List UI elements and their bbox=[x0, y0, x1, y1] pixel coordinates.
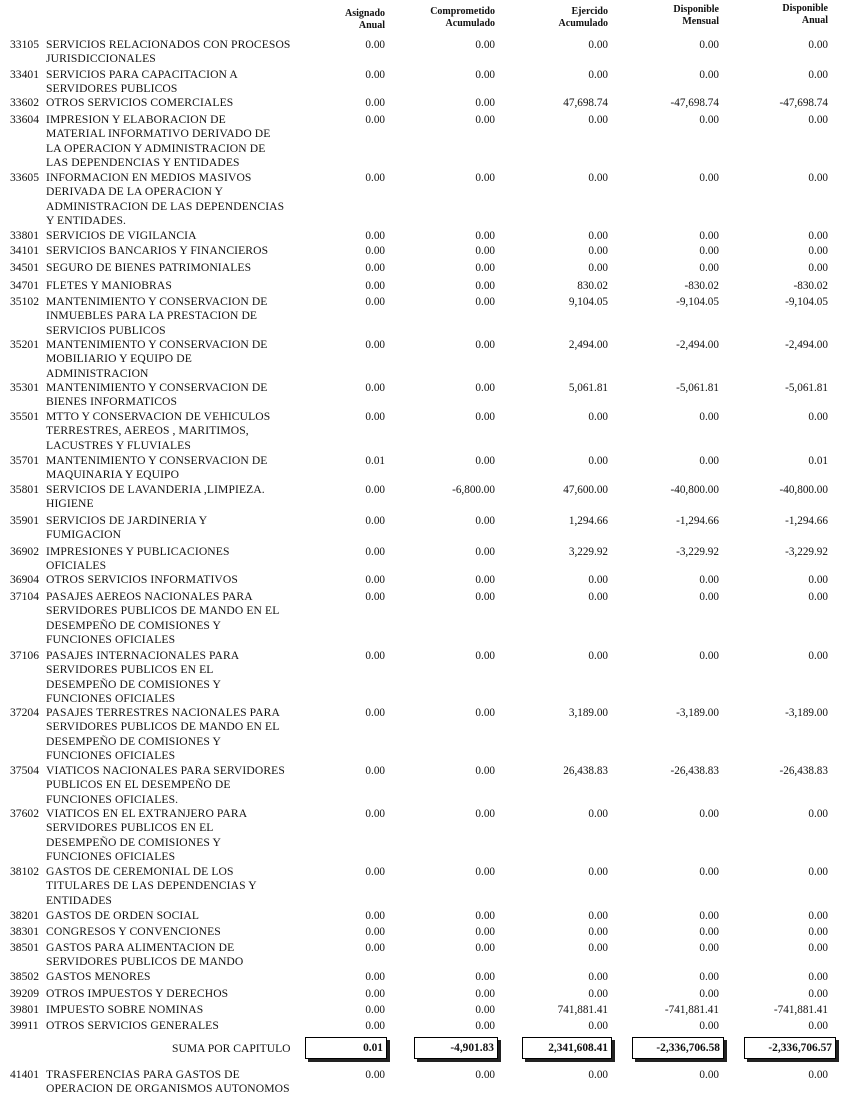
row-disp-anual: -40,800.00 bbox=[779, 484, 828, 496]
row-asignado: 0.00 bbox=[365, 546, 385, 558]
row-comprometido: 0.00 bbox=[475, 97, 495, 109]
row-ejercido: 0.00 bbox=[588, 926, 608, 938]
row-asignado: 0.00 bbox=[365, 515, 385, 527]
row-disp-mensual: 0.00 bbox=[699, 1020, 719, 1032]
row-description: SERVICIOS BANCARIOS Y FINANCIEROS bbox=[46, 244, 269, 257]
row-disp-mensual: 0.00 bbox=[699, 942, 719, 954]
row-code: 37504 bbox=[10, 764, 39, 777]
row-ejercido: 0.00 bbox=[588, 650, 608, 662]
row-comprometido: 0.00 bbox=[475, 114, 495, 126]
row-ejercido: 47,698.74 bbox=[563, 97, 608, 109]
row-disp-anual: 0.00 bbox=[808, 574, 828, 586]
row-disp-anual: 0.00 bbox=[808, 926, 828, 938]
row-ejercido: 0.00 bbox=[588, 971, 608, 983]
row-code: 39801 bbox=[10, 1003, 39, 1016]
row-disp-mensual: 0.00 bbox=[699, 230, 719, 242]
row-description: OTROS SERVICIOS COMERCIALES bbox=[46, 96, 234, 109]
row-code: 33604 bbox=[10, 113, 39, 126]
row-code: 39209 bbox=[10, 987, 39, 1000]
row-disp-mensual: -3,229.92 bbox=[676, 546, 719, 558]
row-code: 35501 bbox=[10, 410, 39, 423]
row-comprometido: 0.00 bbox=[475, 172, 495, 184]
row-code: 38501 bbox=[10, 941, 39, 954]
row-code: 35701 bbox=[10, 454, 39, 467]
row-description: FLETES Y MANIOBRAS bbox=[46, 279, 172, 292]
summary-disp-mensual: -2,336,706.58 bbox=[632, 1037, 724, 1059]
row-ejercido: 26,438.83 bbox=[563, 765, 608, 777]
row-ejercido: 0.00 bbox=[588, 591, 608, 603]
header-disp-mensual-line1: Disponible bbox=[673, 4, 719, 15]
row-code: 35102 bbox=[10, 295, 39, 308]
row-description: SERVICIOS DE VIGILANCIA bbox=[46, 229, 197, 242]
row-code: 34101 bbox=[10, 244, 39, 257]
row-ejercido: 0.00 bbox=[588, 172, 608, 184]
row-ejercido: 0.00 bbox=[588, 39, 608, 51]
row-disp-anual: 0.01 bbox=[808, 455, 828, 467]
row-disp-anual: 0.00 bbox=[808, 808, 828, 820]
row-description: INFORMACION EN MEDIOS MASIVOS DERIVADA DE LA OPERACION Y ADMINISTRACION DE LAS DEPENDENCIAS Y ENTIDADES. bbox=[46, 171, 285, 228]
header-asignado-line2: Anual bbox=[358, 20, 385, 31]
row-comprometido: 0.00 bbox=[475, 382, 495, 394]
row-code: 36904 bbox=[10, 573, 39, 586]
row-disp-anual: -2,494.00 bbox=[785, 339, 828, 351]
header-comprometido-line1: Comprometido bbox=[430, 6, 495, 17]
row-disp-anual: 0.00 bbox=[808, 262, 828, 274]
row-comprometido: 0.00 bbox=[475, 262, 495, 274]
row-comprometido: 0.00 bbox=[475, 69, 495, 81]
row-ejercido: 5,061.81 bbox=[568, 382, 608, 394]
row-asignado: 0.00 bbox=[365, 574, 385, 586]
row-comprometido: 0.00 bbox=[475, 988, 495, 1000]
row-disp-mensual: -5,061.81 bbox=[676, 382, 719, 394]
row-code: 37204 bbox=[10, 706, 39, 719]
row-disp-mensual: -47,698.74 bbox=[670, 97, 719, 109]
row-description: OTROS SERVICIOS GENERALES bbox=[46, 1019, 219, 1032]
row-asignado: 0.00 bbox=[365, 172, 385, 184]
row-description: SERVICIOS RELACIONADOS CON PROCESOS JURISDICCIONALES bbox=[46, 38, 291, 66]
row-disp-anual: 0.00 bbox=[808, 1020, 828, 1032]
row-disp-mensual: -2,494.00 bbox=[676, 339, 719, 351]
row-ejercido: 0.00 bbox=[588, 910, 608, 922]
row-description: GASTOS PARA ALIMENTACION DE SERVIDORES PUBLICOS DE MANDO bbox=[46, 941, 244, 969]
row-asignado: 0.00 bbox=[365, 411, 385, 423]
row-ejercido: 0.00 bbox=[588, 988, 608, 1000]
row-asignado: 0.00 bbox=[365, 942, 385, 954]
row-asignado: 0.00 bbox=[365, 1004, 385, 1016]
row-code: 41401 bbox=[10, 1068, 39, 1081]
row-disp-anual: 0.00 bbox=[808, 942, 828, 954]
row-comprometido: 0.00 bbox=[475, 339, 495, 351]
row-disp-mensual: 0.00 bbox=[699, 245, 719, 257]
row-disp-anual: 0.00 bbox=[808, 988, 828, 1000]
row-disp-mensual: -40,800.00 bbox=[670, 484, 719, 496]
row-disp-anual: -5,061.81 bbox=[785, 382, 828, 394]
row-disp-anual: 0.00 bbox=[808, 866, 828, 878]
row-asignado: 0.00 bbox=[365, 280, 385, 292]
row-code: 34701 bbox=[10, 279, 39, 292]
row-disp-anual: -741,881.41 bbox=[773, 1004, 828, 1016]
row-description: MANTENIMIENTO Y CONSERVACION DE BIENES INFORMATICOS bbox=[46, 381, 268, 409]
row-ejercido: 830.02 bbox=[577, 280, 608, 292]
row-asignado: 0.00 bbox=[365, 97, 385, 109]
row-code: 33401 bbox=[10, 68, 39, 81]
header-ejercido-line2: Acumulado bbox=[558, 18, 608, 29]
row-comprometido: 0.00 bbox=[475, 546, 495, 558]
row-disp-mensual: -741,881.41 bbox=[664, 1004, 719, 1016]
row-code: 37602 bbox=[10, 807, 39, 820]
row-code: 33801 bbox=[10, 229, 39, 242]
row-description: SERVICIOS DE JARDINERIA Y FUMIGACION bbox=[46, 514, 208, 542]
header-disp-mensual-line2: Mensual bbox=[682, 16, 719, 27]
row-asignado: 0.00 bbox=[365, 296, 385, 308]
row-comprometido: 0.00 bbox=[475, 411, 495, 423]
row-comprometido: 0.00 bbox=[475, 455, 495, 467]
header-comprometido bbox=[430, 6, 495, 30]
row-asignado: 0.00 bbox=[365, 339, 385, 351]
row-asignado: 0.00 bbox=[365, 866, 385, 878]
row-disp-mensual: 0.00 bbox=[699, 591, 719, 603]
row-comprometido: 0.00 bbox=[475, 765, 495, 777]
header-asignado bbox=[345, 8, 385, 32]
row-disp-mensual: -3,189.00 bbox=[676, 707, 719, 719]
row-code: 38102 bbox=[10, 865, 39, 878]
row-comprometido: 0.00 bbox=[475, 808, 495, 820]
row-description: PASAJES INTERNACIONALES PARA SERVIDORES PUBLICOS EN EL DESEMPEÑO DE COMISIONES Y FUNCIONES OFICIALES bbox=[46, 649, 240, 706]
row-ejercido: 0.00 bbox=[588, 1069, 608, 1081]
row-disp-mensual: 0.00 bbox=[699, 1069, 719, 1081]
row-asignado: 0.00 bbox=[365, 1020, 385, 1032]
row-code: 37106 bbox=[10, 649, 39, 662]
row-comprometido: 0.00 bbox=[475, 39, 495, 51]
summary-asignado: 0.01 bbox=[305, 1037, 387, 1059]
row-description: VIATICOS NACIONALES PARA SERVIDORES PUBLICOS EN EL DESEMPEÑO DE FUNCIONES OFICIALES. bbox=[46, 764, 285, 806]
row-code: 33602 bbox=[10, 96, 39, 109]
row-code: 37104 bbox=[10, 590, 39, 603]
row-code: 38301 bbox=[10, 925, 39, 938]
row-asignado: 0.00 bbox=[365, 910, 385, 922]
row-disp-mensual: -9,104.05 bbox=[676, 296, 719, 308]
row-disp-mensual: -830.02 bbox=[684, 280, 719, 292]
row-disp-anual: 0.00 bbox=[808, 411, 828, 423]
row-asignado: 0.00 bbox=[365, 245, 385, 257]
row-disp-anual: -47,698.74 bbox=[779, 97, 828, 109]
row-comprometido: 0.00 bbox=[475, 866, 495, 878]
header-asignado-line1: Asignado bbox=[344, 8, 385, 19]
row-ejercido: 0.00 bbox=[588, 942, 608, 954]
row-ejercido: 0.00 bbox=[588, 114, 608, 126]
row-ejercido: 0.00 bbox=[588, 574, 608, 586]
row-description: GASTOS DE CEREMONIAL DE LOS TITULARES DE LAS DEPENDENCIAS Y ENTIDADES bbox=[46, 865, 257, 907]
row-comprometido: 0.00 bbox=[475, 707, 495, 719]
row-ejercido: 3,229.92 bbox=[568, 546, 608, 558]
header-disp-anual-line2: Anual bbox=[801, 15, 828, 26]
row-comprometido: 0.00 bbox=[475, 574, 495, 586]
row-asignado: 0.00 bbox=[365, 114, 385, 126]
row-asignado: 0.00 bbox=[365, 39, 385, 51]
row-comprometido: 0.00 bbox=[475, 280, 495, 292]
row-disp-anual: 0.00 bbox=[808, 650, 828, 662]
row-comprometido: 0.00 bbox=[475, 245, 495, 257]
row-ejercido: 9,104.05 bbox=[568, 296, 608, 308]
row-description: MTTO Y CONSERVACION DE VEHICULOS TERRESTRES, AEREOS , MARITIMOS, LACUSTRES Y FLUVIALES bbox=[46, 410, 271, 452]
row-disp-anual: -26,438.83 bbox=[779, 765, 828, 777]
row-description: MANTENIMIENTO Y CONSERVACION DE INMUEBLES PARA LA PRESTACION DE SERVICIOS PUBLICOS bbox=[46, 295, 268, 337]
row-ejercido: 0.00 bbox=[588, 230, 608, 242]
row-disp-anual: 0.00 bbox=[808, 39, 828, 51]
row-asignado: 0.00 bbox=[365, 926, 385, 938]
row-asignado: 0.00 bbox=[365, 69, 385, 81]
row-disp-mensual: 0.00 bbox=[699, 808, 719, 820]
header-ejercido-line1: Ejercido bbox=[571, 6, 608, 17]
row-disp-anual: 0.00 bbox=[808, 910, 828, 922]
row-comprometido: 0.00 bbox=[475, 942, 495, 954]
row-comprometido: 0.00 bbox=[475, 971, 495, 983]
row-code: 33605 bbox=[10, 171, 39, 184]
row-disp-mensual: 0.00 bbox=[699, 411, 719, 423]
row-asignado: 0.00 bbox=[365, 1069, 385, 1081]
row-disp-anual: -3,229.92 bbox=[785, 546, 828, 558]
row-disp-mensual: 0.00 bbox=[699, 262, 719, 274]
row-ejercido: 0.00 bbox=[588, 245, 608, 257]
header-disp-mensual bbox=[673, 4, 719, 28]
row-disp-mensual: 0.00 bbox=[699, 455, 719, 467]
row-disp-mensual: 0.00 bbox=[699, 574, 719, 586]
row-comprometido: 0.00 bbox=[475, 591, 495, 603]
row-disp-anual: 0.00 bbox=[808, 971, 828, 983]
row-comprometido: 0.00 bbox=[475, 910, 495, 922]
row-comprometido: 0.00 bbox=[475, 650, 495, 662]
row-ejercido: 0.00 bbox=[588, 411, 608, 423]
row-disp-mensual: 0.00 bbox=[699, 971, 719, 983]
row-disp-anual: 0.00 bbox=[808, 1069, 828, 1081]
row-comprometido: 0.00 bbox=[475, 1020, 495, 1032]
row-description: OTROS SERVICIOS INFORMATIVOS bbox=[46, 573, 238, 586]
row-asignado: 0.00 bbox=[365, 382, 385, 394]
row-asignado: 0.00 bbox=[365, 988, 385, 1000]
summary-ejercido: 2,341,608.41 bbox=[522, 1037, 612, 1059]
row-asignado: 0.00 bbox=[365, 591, 385, 603]
row-ejercido: 0.00 bbox=[588, 69, 608, 81]
row-asignado: 0.01 bbox=[365, 455, 385, 467]
row-description: MANTENIMIENTO Y CONSERVACION DE MAQUINARIA Y EQUIPO bbox=[46, 454, 268, 482]
row-code: 38502 bbox=[10, 970, 39, 983]
row-description: CONGRESOS Y CONVENCIONES bbox=[46, 925, 221, 938]
row-description: IMPUESTO SOBRE NOMINAS bbox=[46, 1003, 204, 1016]
row-code: 35201 bbox=[10, 338, 39, 351]
row-disp-mensual: 0.00 bbox=[699, 39, 719, 51]
row-asignado: 0.00 bbox=[365, 971, 385, 983]
row-ejercido: 1,294.66 bbox=[568, 515, 608, 527]
row-disp-mensual: 0.00 bbox=[699, 650, 719, 662]
row-comprometido: 0.00 bbox=[475, 1004, 495, 1016]
row-ejercido: 3,189.00 bbox=[568, 707, 608, 719]
row-description: VIATICOS EN EL EXTRANJERO PARA SERVIDORES PUBLICOS EN EL DESEMPEÑO DE COMISIONES Y FUNCIONES OFICIALES bbox=[46, 807, 248, 864]
row-comprometido: -6,800.00 bbox=[452, 484, 495, 496]
row-description: IMPRESIONES Y PUBLICACIONES OFICIALES bbox=[46, 545, 230, 573]
row-disp-mensual: 0.00 bbox=[699, 910, 719, 922]
row-disp-mensual: 0.00 bbox=[699, 172, 719, 184]
row-code: 36902 bbox=[10, 545, 39, 558]
row-description: GASTOS DE ORDEN SOCIAL bbox=[46, 909, 200, 922]
row-disp-mensual: 0.00 bbox=[699, 114, 719, 126]
header-ejercido bbox=[559, 6, 608, 30]
row-comprometido: 0.00 bbox=[475, 515, 495, 527]
row-description: OTROS IMPUESTOS Y DERECHOS bbox=[46, 987, 229, 1000]
row-asignado: 0.00 bbox=[365, 484, 385, 496]
row-comprometido: 0.00 bbox=[475, 1069, 495, 1081]
row-code: 35801 bbox=[10, 483, 39, 496]
row-description: PASAJES AEREOS NACIONALES PARA SERVIDORES PUBLICOS DE MANDO EN EL DESEMPEÑO DE COMISIONES Y FUNCIONES OFICIALES bbox=[46, 590, 280, 647]
row-description: IMPRESION Y ELABORACION DE MATERIAL INFORMATIVO DERIVADO DE LA OPERACION Y ADMINISTRACION DE LAS DEPENDENCIAS Y ENTIDADES bbox=[46, 113, 271, 170]
row-disp-mensual: -1,294.66 bbox=[676, 515, 719, 527]
row-code: 39911 bbox=[10, 1019, 39, 1032]
row-description: MANTENIMIENTO Y CONSERVACION DE MOBILIARIO Y EQUIPO DE ADMINISTRACION bbox=[46, 338, 268, 380]
row-code: 33105 bbox=[10, 38, 39, 51]
row-disp-mensual: 0.00 bbox=[699, 926, 719, 938]
row-disp-mensual: -26,438.83 bbox=[670, 765, 719, 777]
row-asignado: 0.00 bbox=[365, 707, 385, 719]
row-description: SERVICIOS DE LAVANDERIA ,LIMPIEZA. HIGIENE bbox=[46, 483, 265, 511]
row-ejercido: 0.00 bbox=[588, 1020, 608, 1032]
row-description: GASTOS MENORES bbox=[46, 970, 151, 983]
row-disp-anual: 0.00 bbox=[808, 591, 828, 603]
row-ejercido: 2,494.00 bbox=[568, 339, 608, 351]
row-disp-anual: 0.00 bbox=[808, 114, 828, 126]
summary-comprometido: -4,901.83 bbox=[414, 1037, 498, 1059]
row-disp-anual: 0.00 bbox=[808, 172, 828, 184]
row-disp-anual: -1,294.66 bbox=[785, 515, 828, 527]
header-disp-anual bbox=[782, 3, 828, 27]
summary-disp-anual: -2,336,706.57 bbox=[744, 1037, 836, 1059]
row-disp-anual: -9,104.05 bbox=[785, 296, 828, 308]
row-asignado: 0.00 bbox=[365, 650, 385, 662]
header-comprometido-line2: Acumulado bbox=[445, 18, 495, 29]
row-ejercido: 741,881.41 bbox=[557, 1004, 608, 1016]
row-disp-anual: -3,189.00 bbox=[785, 707, 828, 719]
row-description: SEGURO DE BIENES PATRIMONIALES bbox=[46, 261, 252, 274]
row-comprometido: 0.00 bbox=[475, 926, 495, 938]
row-asignado: 0.00 bbox=[365, 808, 385, 820]
row-code: 35301 bbox=[10, 381, 39, 394]
row-asignado: 0.00 bbox=[365, 230, 385, 242]
row-disp-anual: 0.00 bbox=[808, 245, 828, 257]
row-ejercido: 47,600.00 bbox=[563, 484, 608, 496]
row-disp-anual: 0.00 bbox=[808, 230, 828, 242]
row-description: SERVICIOS PARA CAPACITACION A SERVIDORES PUBLICOS bbox=[46, 68, 238, 96]
summary-label: SUMA POR CAPITULO bbox=[172, 1042, 291, 1055]
row-disp-mensual: 0.00 bbox=[699, 866, 719, 878]
row-disp-anual: -830.02 bbox=[793, 280, 828, 292]
row-comprometido: 0.00 bbox=[475, 296, 495, 308]
row-code: 35901 bbox=[10, 514, 39, 527]
row-disp-mensual: 0.00 bbox=[699, 69, 719, 81]
row-comprometido: 0.00 bbox=[475, 230, 495, 242]
row-description: PASAJES TERRESTRES NACIONALES PARA SERVIDORES PUBLICOS DE MANDO EN EL DESEMPEÑO DE COMISIONES Y FUNCIONES OFICIALES bbox=[46, 706, 280, 763]
header-disp-anual-line1: Disponible bbox=[782, 3, 828, 14]
row-code: 38201 bbox=[10, 909, 39, 922]
row-asignado: 0.00 bbox=[365, 765, 385, 777]
row-disp-anual: 0.00 bbox=[808, 69, 828, 81]
row-ejercido: 0.00 bbox=[588, 808, 608, 820]
row-disp-mensual: 0.00 bbox=[699, 988, 719, 1000]
row-ejercido: 0.00 bbox=[588, 455, 608, 467]
row-ejercido: 0.00 bbox=[588, 866, 608, 878]
row-code: 34501 bbox=[10, 261, 39, 274]
row-ejercido: 0.00 bbox=[588, 262, 608, 274]
row-description: TRASFERENCIAS PARA GASTOS DE OPERACION DE ORGANISMOS AUTONOMOS bbox=[46, 1068, 290, 1096]
row-asignado: 0.00 bbox=[365, 262, 385, 274]
